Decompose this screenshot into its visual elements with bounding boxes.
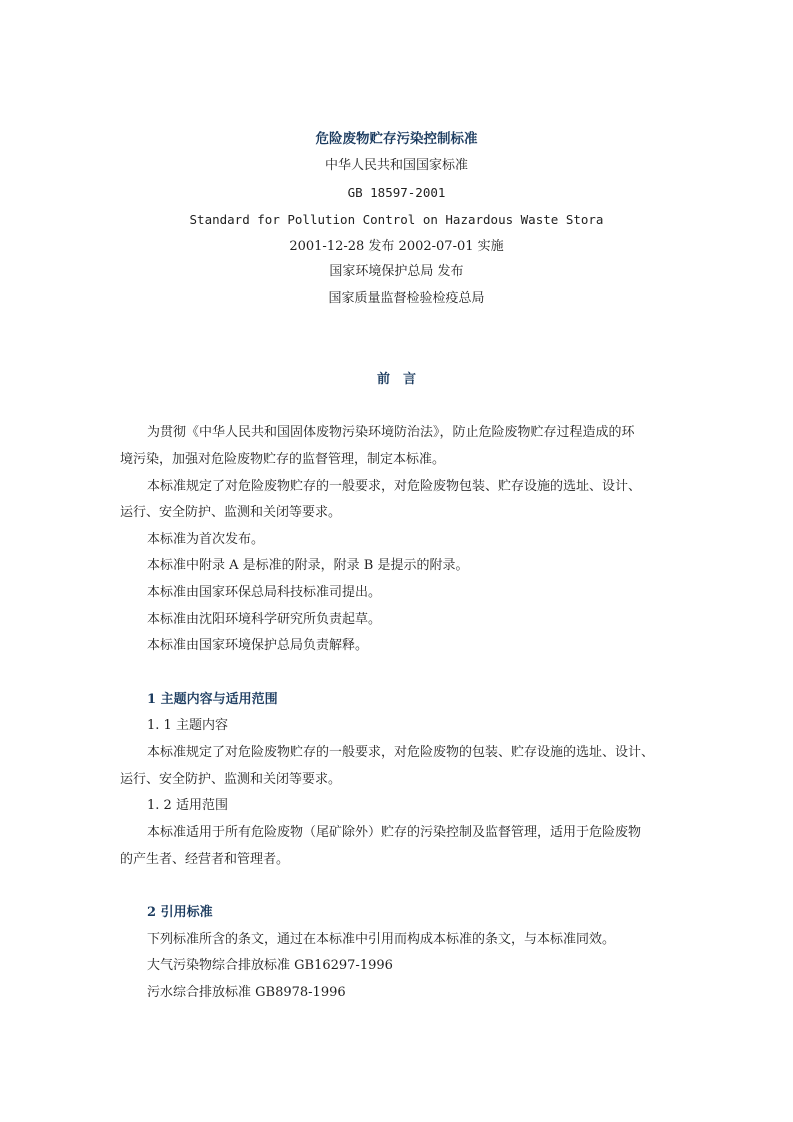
subsection-1-1-line-1: 本标准规定了对危险废物贮存的一般要求，对危险废物的包装、贮存设施的选址、设计、 — [147, 745, 655, 760]
standard-type: 中华人民共和国国家标准 — [324, 158, 468, 173]
foreword-heading: 前 言 — [376, 372, 416, 387]
subsection-1-1-heading: 1. 1 主题内容 — [147, 718, 228, 733]
foreword-paragraph-2-line-2: 运行、安全防护、监测和关闭等要求。 — [120, 505, 342, 520]
publish-dates: 2001-12-28 发布 2002-07-01 实施 — [289, 239, 504, 254]
standard-code: GB 18597-2001 — [347, 185, 446, 200]
issuer-line-2: 国家质量监督检验检疫总局 — [328, 291, 485, 306]
subsection-1-2-heading: 1. 2 适用范围 — [147, 798, 228, 813]
foreword-paragraph-6: 本标准由沈阳环境科学研究所负责起草。 — [147, 612, 382, 627]
subsection-1-2-line-1: 本标准适用于所有危险废物（尾矿除外）贮存的污染控制及监督管理，适用于危险废物 — [147, 825, 642, 840]
issuer-line-1: 国家环境保护总局 发布 — [329, 264, 464, 279]
subsection-1-1-line-2: 运行、安全防护、监测和关闭等要求。 — [120, 772, 342, 787]
reference-standard-1: 大气污染物综合排放标准 GB16297-1996 — [147, 958, 393, 973]
foreword-paragraph-5: 本标准由国家环保总局科技标准司提出。 — [147, 585, 382, 600]
document-title: 危险废物贮存污染控制标准 — [315, 131, 478, 147]
english-title: Standard for Pollution Control on Hazardous Waste Stora — [189, 212, 604, 227]
section-1-heading: 1 主题内容与适用范围 — [147, 692, 278, 707]
section-2-heading: 2 引用标准 — [147, 905, 213, 920]
foreword-paragraph-1-line-2: 境污染，加强对危险废物贮存的监督管理，制定本标准。 — [120, 452, 446, 467]
reference-standard-2: 污水综合排放标准 GB8978-1996 — [147, 985, 346, 1000]
section-2-intro: 下列标准所含的条文，通过在本标准中引用而构成本标准的条文，与本标准同效。 — [147, 932, 616, 947]
foreword-paragraph-7: 本标准由国家环境保护总局负责解释。 — [147, 638, 369, 653]
foreword-paragraph-3: 本标准为首次发布。 — [147, 532, 265, 547]
subsection-1-2-line-2: 的产生者、经营者和管理者。 — [120, 852, 290, 867]
foreword-paragraph-1-line-1: 为贯彻《中华人民共和国固体废物污染环境防治法》，防止危险废物贮存过程造成的环 — [147, 425, 635, 440]
foreword-paragraph-2-line-1: 本标准规定了对危险废物贮存的一般要求，对危险废物包装、贮存设施的选址、设计、 — [147, 479, 642, 494]
foreword-paragraph-4: 本标准中附录 A 是标准的附录，附录 B 是提示的附录。 — [147, 558, 469, 573]
